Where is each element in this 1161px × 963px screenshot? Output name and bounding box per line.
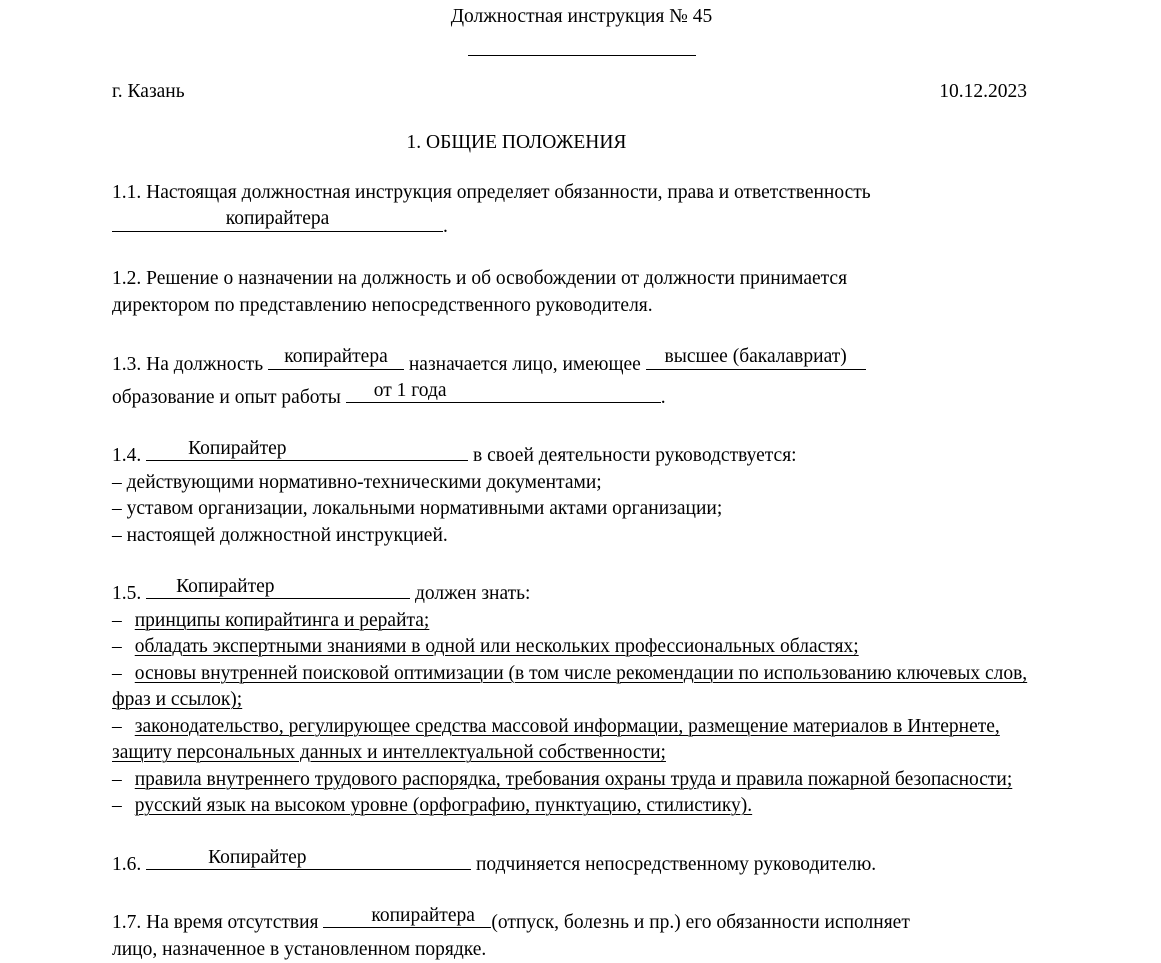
clause-1-3-education-blank[interactable]: высшее (бакалавриат) — [646, 345, 866, 370]
clause-1-7-line-2: лицо, назначенное в установленном порядке. — [112, 937, 1051, 963]
clause-1-6-number: 1.6. — [112, 854, 141, 875]
clause-1-3-position-blank[interactable]: копирайтера — [268, 345, 404, 370]
clause-1-4-text-after: в своей деятельности руководствуется: — [473, 445, 797, 466]
clause-1-3-experience-blank[interactable]: от 1 года — [346, 379, 661, 403]
clause-1-4-line-1 — [112, 437, 1051, 470]
clause-1-5-item-3 — [112, 661, 1051, 714]
clause-1-5-item-2-text: обладать экспертными знаниями в одной или нескольких профессиональных областях; — [135, 636, 859, 657]
clause-1-3-text-1: На должность — [146, 354, 263, 375]
clause-1-7-line-1 — [112, 904, 1051, 937]
clause-1-3-period: . — [661, 387, 666, 408]
clause-1-5-item-4-text: законодательство, регулирующее средства массовой информации, размещение материалов в Интернете, защиту персональных данных и интеллектуальной собственности; — [112, 716, 1000, 764]
city-label: г. Казань — [112, 79, 185, 105]
clause-1-4-item-1 — [112, 470, 1051, 497]
dash-marker-icon: – — [112, 793, 122, 820]
clause-1-6-position-blank[interactable]: Копирайтер — [146, 846, 471, 870]
clause-1-1 — [112, 180, 1051, 240]
dash-marker-icon: – — [112, 661, 122, 688]
clause-1-7-text-1: На время отсутствия — [146, 912, 318, 933]
clause-1-4-item-3 — [112, 523, 1051, 550]
clause-1-3-number: 1.3. — [112, 354, 141, 375]
clause-1-7 — [112, 904, 1051, 963]
clause-1-3 — [112, 345, 1051, 411]
clause-1-5-item-5-text: правила внутреннего трудового распорядка, требования охраны труда и правила пожарной безопасности; — [135, 769, 1013, 790]
clause-1-3-line-2 — [112, 379, 1051, 412]
title-underline-rule — [468, 55, 696, 56]
clause-1-6 — [112, 846, 1051, 879]
dash-marker-icon: – — [112, 767, 122, 794]
clause-1-1-line-1 — [112, 180, 1051, 207]
dash-marker-icon: – — [112, 634, 122, 661]
city-date-row — [112, 79, 1051, 105]
clause-1-1-text: Настоящая должностная инструкция определяет обязанности, права и ответственность — [146, 182, 871, 203]
document-page — [0, 4, 1161, 919]
clause-1-1-line-2 — [112, 207, 1051, 241]
clause-1-4-position-blank[interactable]: Копирайтер — [146, 437, 468, 461]
clause-1-4 — [112, 437, 1051, 549]
clause-1-3-text-2: назначается лицо, имеющее — [409, 354, 641, 375]
clause-1-5-position-blank[interactable]: Копирайтер — [146, 575, 410, 599]
clause-1-2-number: 1.2. — [112, 268, 141, 289]
clause-1-3-text-3: образование и опыт работы — [112, 387, 341, 408]
title-underline-rule-wrapper — [112, 51, 1051, 56]
clause-1-5-line-1 — [112, 575, 1051, 608]
clause-1-7-position-blank[interactable]: копирайтера — [323, 904, 491, 928]
clause-1-5 — [112, 575, 1051, 820]
clause-1-5-item-5 — [112, 767, 1051, 794]
clause-1-4-item-2 — [112, 496, 1051, 523]
clause-1-4-item-1-text: действующими нормативно-техническими документами; — [127, 472, 602, 493]
clause-1-1-position-blank[interactable]: копирайтера — [112, 207, 443, 232]
clause-1-5-item-2 — [112, 634, 1051, 661]
clause-1-5-item-6 — [112, 793, 1051, 820]
clause-1-4-number: 1.4. — [112, 445, 141, 466]
dash-marker-icon: – — [112, 608, 122, 635]
clause-1-5-item-6-text: русский язык на высоком уровне (орфографию, пунктуацию, стилистику). — [135, 795, 752, 816]
clause-1-7-text-2: (отпуск, болезнь и пр.) его обязанности исполняет — [491, 912, 910, 933]
clause-1-2-line-1 — [112, 266, 1051, 293]
clause-1-4-item-3-text: настоящей должностной инструкцией. — [127, 525, 448, 546]
clause-1-5-number: 1.5. — [112, 583, 141, 604]
clause-1-6-line-1 — [112, 846, 1051, 879]
clause-1-2-line-2: директором по представлению непосредственного руководителя. — [112, 293, 1051, 320]
clause-1-5-item-3-text: основы внутренней поисковой оптимизации (в том числе рекомендации по использованию ключевых слов, фраз и ссылок); — [112, 663, 1027, 711]
clause-1-5-item-4 — [112, 714, 1051, 767]
clause-1-6-text-after: подчиняется непосредственному руководителю. — [476, 854, 876, 875]
clause-1-3-line-1 — [112, 345, 1051, 379]
section-heading: 1. ОБЩИЕ ПОЛОЖЕНИЯ — [112, 130, 1051, 156]
document-date: 10.12.2023 — [939, 79, 1051, 105]
dash-marker-icon: – — [112, 714, 122, 741]
document-title: Должностная инструкция № 45 — [112, 4, 1051, 30]
clause-1-1-period: . — [443, 216, 448, 237]
clause-1-5-item-1-text: принципы копирайтинга и рерайта; — [135, 610, 430, 631]
clause-1-7-number: 1.7. — [112, 912, 141, 933]
dash-marker-icon: – — [112, 470, 122, 497]
city-date-spacer — [185, 79, 940, 105]
clause-1-5-item-1 — [112, 608, 1051, 635]
clause-1-1-number: 1.1. — [112, 182, 141, 203]
clause-1-2-text-line-1: Решение о назначении на должность и об освобождении от должности принимается — [146, 268, 847, 289]
clause-1-4-item-2-text: уставом организации, локальными нормативными актами организации; — [127, 498, 723, 519]
clause-1-2 — [112, 266, 1051, 319]
dash-marker-icon: – — [112, 496, 122, 523]
clause-1-5-text-after: должен знать: — [415, 583, 530, 604]
dash-marker-icon: – — [112, 523, 122, 550]
